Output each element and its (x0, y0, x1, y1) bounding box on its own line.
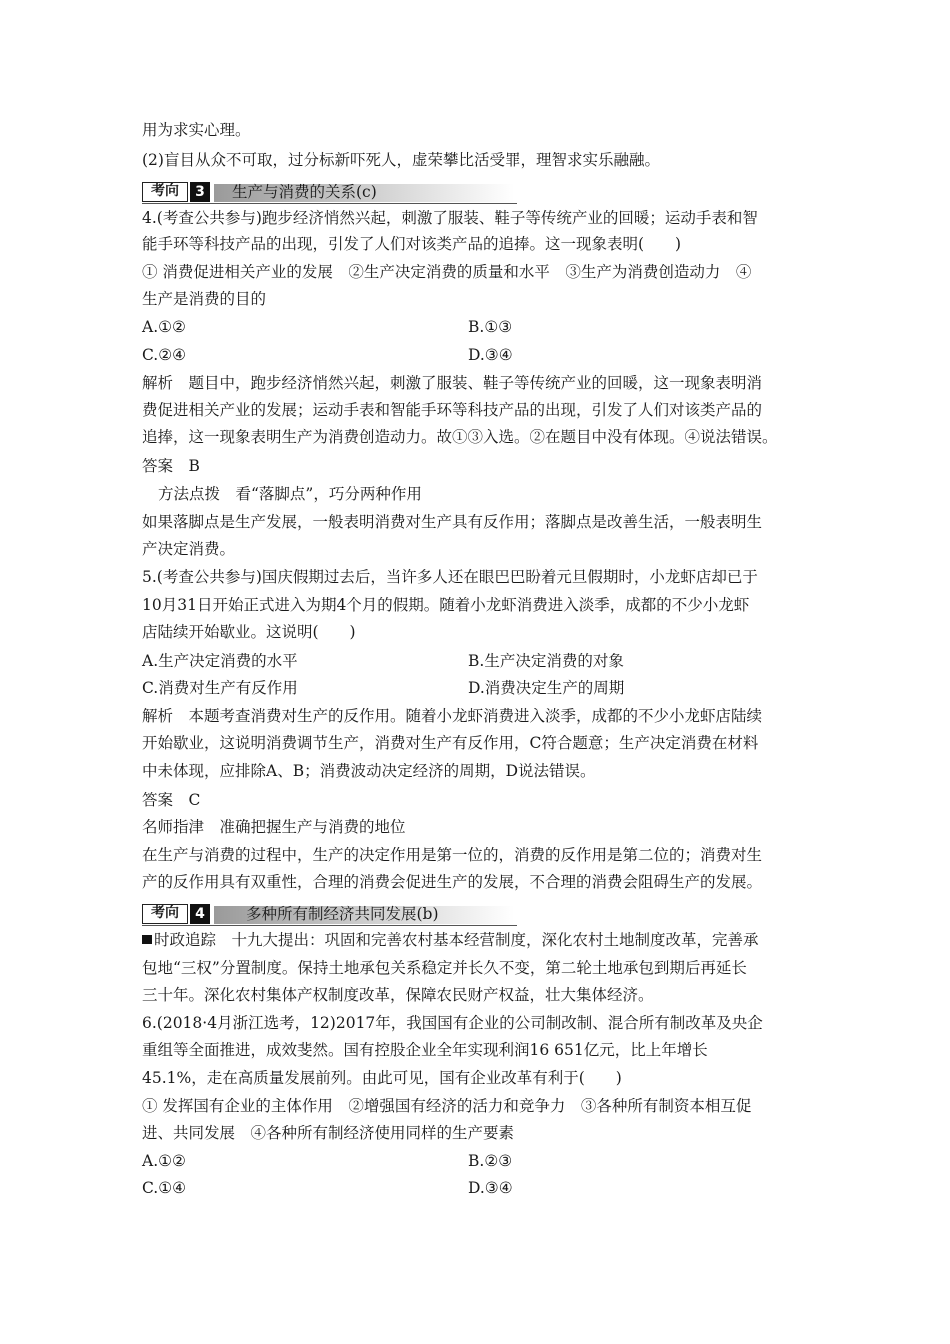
tip-body-line: 在生产与消费的过程中，生产的决定作用是第一位的，消费的反作用是第二位的；消费对生 (142, 846, 763, 864)
text-line: (2)盲目从众不可取，过分标新吓死人，虚荣攀比活受罪，理智求实乐融融。 (142, 151, 660, 169)
header-rule (142, 925, 517, 926)
question-6-stem-line: 45.1%，走在高质量发展前列。由此可见，国有企业改革有利于( ) (142, 1069, 622, 1087)
tip-heading: 名师指津 准确把握生产与消费的地位 (142, 818, 406, 836)
question-4-analysis-line: 解析 题目中，跑步经济悄然兴起，刺激了服装、鞋子等传统产业的回暖，这一现象表明消 (142, 374, 763, 392)
question-5-answer: 答案 C (142, 791, 201, 809)
tip-body-line: 产决定消费。 (142, 540, 236, 558)
tip-body-line: 如果落脚点是生产发展，一般表明消费对生产具有反作用；落脚点是改善生活，一般表明生 (142, 513, 763, 531)
question-4-stem-line: 4.(考查公共参与)跑步经济悄然兴起，刺激了服装、鞋子等传统产业的回暖；运动手表和智 (142, 209, 758, 227)
question-5-option-d: D.消费决定生产的周期 (468, 679, 625, 697)
question-6-option-d: D.③④ (468, 1179, 513, 1197)
question-4-stem-line: 生产是消费的目的 (142, 290, 267, 308)
question-5-stem-line: 店陆续开始歇业。这说明( ) (142, 623, 356, 641)
question-6-stem-line: 重组等全面推进，成效斐然。国有控股企业全年实现利润16 651亿元，比上年增长 (142, 1041, 708, 1059)
news-line: 包地“三权”分置制度。保持土地承包关系稳定并长久不变，第二轮土地承包到期后再延长 (142, 959, 747, 977)
header-rule (142, 203, 517, 204)
question-5-analysis-line: 中未体现，应排除A、B；消费波动决定经济的周期，D说法错误。 (142, 762, 596, 780)
question-4-stem-line: ① 消费促进相关产业的发展 ②生产决定消费的质量和水平 ③生产为消费创造动力 ④ (142, 263, 752, 281)
question-4-stem-line: 能手环等科技产品的出现，引发了人们对该类产品的追捧。这一现象表明( ) (142, 235, 682, 253)
section-title: 多种所有制经济共同发展(b) (246, 905, 439, 923)
text-line: 用为求实心理。 (142, 121, 251, 139)
tip-body-line: 产的反作用具有双重性，合理的消费会促进生产的发展，不合理的消费会阻碍生产的发展。 (142, 873, 763, 891)
question-5-analysis-line: 开始歇业，这说明消费调节生产，消费对生产有反作用，C符合题意；生产决定消费在材料 (142, 734, 759, 752)
section-label: 考向 (142, 904, 188, 924)
question-4-analysis-line: 追捧，这一现象表明生产为消费创造动力。故①③入选。②在题目中没有体现。④说法错误。 (142, 428, 778, 446)
question-4-answer: 答案 B (142, 457, 200, 475)
question-6-stem-line: ① 发挥国有企业的主体作用 ②增强国有经济的活力和竞争力 ③各种所有制资本相互促 (142, 1097, 752, 1115)
question-4-analysis-line: 费促进相关产业的发展；运动手表和智能手环等科技产品的出现，引发了人们对该类产品的 (142, 401, 763, 419)
question-5-option-a: A.生产决定消费的水平 (142, 652, 298, 670)
question-6-stem-line: 进、共同发展 ④各种所有制经济使用同样的生产要素 (142, 1124, 515, 1142)
question-6-option-c: C.①④ (142, 1179, 187, 1197)
news-line: 三十年。深化农村集体产权制度改革，保障农民财产权益，壮大集体经济。 (142, 986, 654, 1004)
question-5-stem-line: 10月31日开始正式进入为期4个月的假期。随着小龙虾消费进入淡季，成都的不少小龙虾 (142, 596, 750, 614)
news-line (142, 930, 759, 950)
question-5-option-c: C.消费对生产有反作用 (142, 679, 298, 697)
question-6-option-b: B.②③ (468, 1152, 513, 1170)
question-4-option-c: C.②④ (142, 346, 187, 364)
section-number: 3 (190, 182, 210, 202)
news-text: 时政追踪 十九大提出：巩固和完善农村基本经营制度，深化农村土地制度改革，完善承 (154, 931, 759, 949)
question-5-analysis-line: 解析 本题考查消费对生产的反作用。随着小龙虾消费进入淡季，成都的不少小龙虾店陆续 (142, 707, 763, 725)
section-label: 考向 (142, 182, 188, 202)
section-header-3 (142, 182, 522, 204)
question-5-option-b: B.生产决定消费的对象 (468, 652, 624, 670)
question-6-option-a: A.①② (142, 1152, 186, 1170)
section-header-4 (142, 904, 522, 926)
question-4-option-a: A.①② (142, 318, 186, 336)
question-4-option-d: D.③④ (468, 346, 513, 364)
question-4-option-b: B.①③ (468, 318, 513, 336)
question-6-stem-line: 6.(2018·4月浙江选考，12)2017年，我国国有企业的公司制改制、混合所有制改革及央企 (142, 1014, 763, 1032)
bullet-square-icon (142, 935, 152, 944)
section-title: 生产与消费的关系(c) (232, 183, 377, 201)
question-5-stem-line: 5.(考查公共参与)国庆假期过去后，当许多人还在眼巴巴盼着元旦假期时，小龙虾店却已于 (142, 568, 758, 586)
tip-heading: 方法点拨 看“落脚点”，巧分两种作用 (158, 485, 422, 503)
section-number: 4 (190, 904, 210, 924)
